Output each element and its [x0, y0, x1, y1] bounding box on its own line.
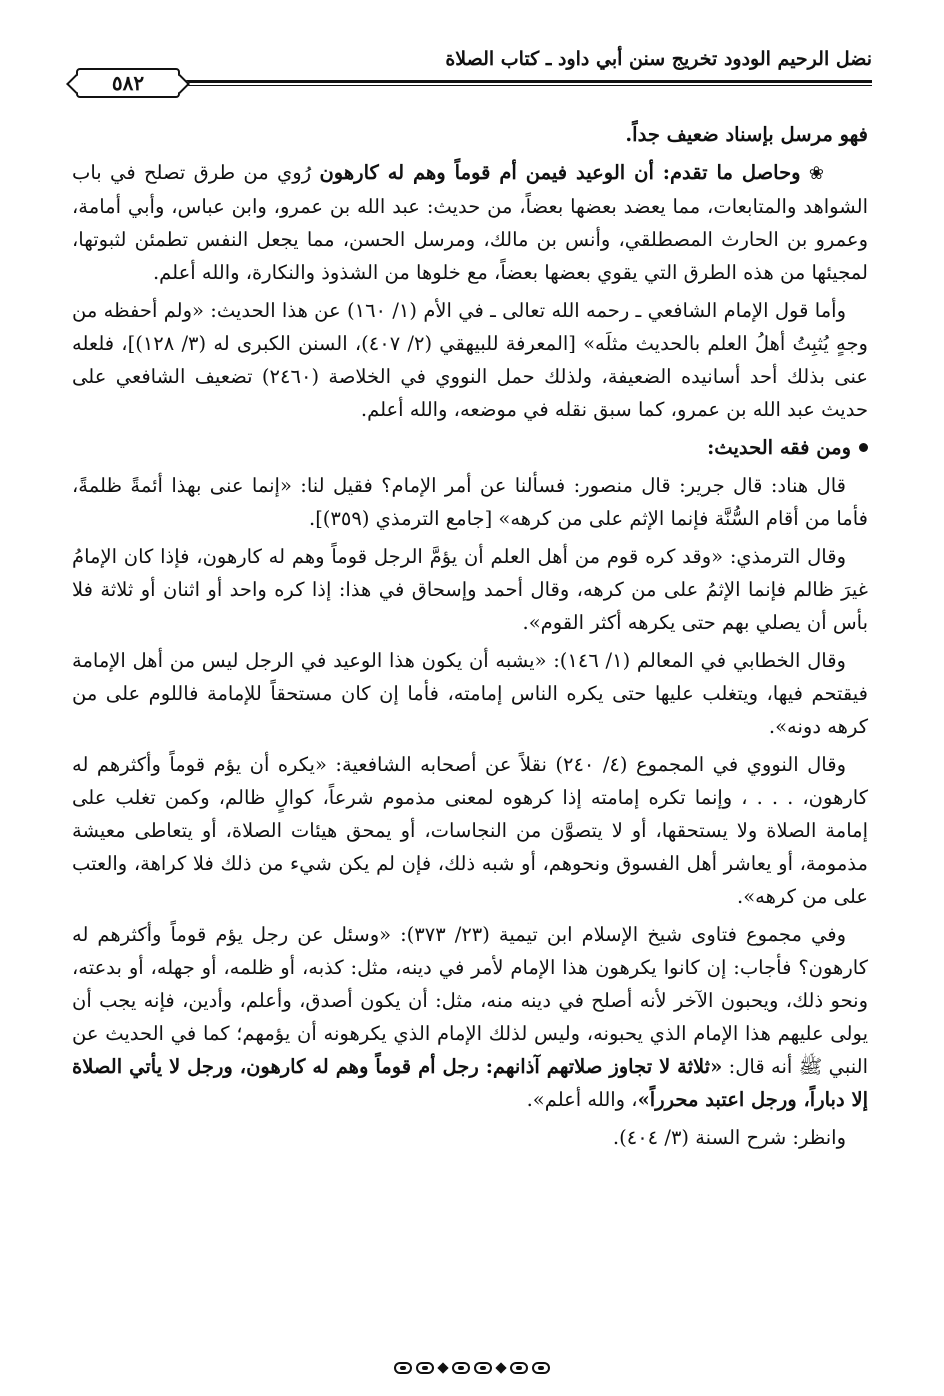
paragraph-3: وأما قول الإمام الشافعي ـ رحمه الله تعالى ـ في الأم (١/ ١٦٠) عن هذا الحديث: «ولم أحفظه من وجهٍ يُثبِتُ أهلُ العلم بالحديث مثلَه» [المعرفة للبيهقي (٢/ ٤٠٧)، السنن الكبرى له (٣/ ١٢٨)]، فلعله عنى بذلك أحد أسانيده الضعيفة، ولذلك حمل النووي في الخلاصة (٢٤٦٠) تضعيف الشافعي على حديث عبد الله بن عمرو، كما سبق نقله في موضعه، والله أعلم.: [72, 299, 869, 421]
section-heading: [72, 431, 868, 464]
flower-ornament-icon: ❀: [808, 163, 824, 184]
ornament-link-icon: [510, 1362, 528, 1374]
paragraph-4: قال هناد: قال جرير: قال منصور: فسألنا عن أمر الإمام؟ فقيل لنا: «إنما عنى بهذا أئمةً ظلمةً، فأما من أقام السُّنَّة فإنما الإثم على من كرهه» [جامع الترمذي (٣٥٩)].: [72, 474, 868, 530]
ornament-link-icon: [532, 1362, 550, 1374]
page-number: ٥٨٢: [111, 71, 145, 95]
ornament-link-icon: [452, 1362, 470, 1374]
ornament-diamond-icon: [495, 1362, 506, 1373]
paragraph-5: وقال الترمذي: «وقد كره قوم من أهل العلم أن يؤمَّ الرجل قوماً وهم له كارهون، فإذا كان الإمامُ غيرَ ظالم فإنما الإثمُ على من كرهه، وقال أحمد وإسحاق في هذا: إذا كره واحد أو اثنان أو ثلاثة فلا بأس أن يصلي بهم حتى يكرهه أكثر القوم».: [72, 545, 868, 634]
paragraph-8: [72, 918, 868, 1116]
ornament-link-icon: [394, 1362, 412, 1374]
section-heading-text: ومن فقه الحديث:: [707, 436, 851, 459]
paragraph-2-lead: وحاصل ما تقدم: أن الوعيد فيمن أم قوماً وهم له كارهون: [319, 161, 801, 184]
page-number-frame: [76, 68, 180, 98]
bullet-icon: [859, 443, 868, 452]
ornament-link-icon: [416, 1362, 434, 1374]
page-header: [72, 42, 872, 102]
footer-ornament-icon: [0, 1362, 944, 1374]
header-rule-thin: [72, 85, 872, 86]
page-content: [72, 118, 868, 1159]
running-title: نضل الرحيم الودود تخريج سنن أبي داود ـ كتاب الصلاة: [445, 48, 872, 70]
ornament-diamond-icon: [437, 1362, 448, 1373]
header-rule-thick: [72, 80, 872, 83]
paragraph-7: وقال النووي في المجموع (٤/ ٢٤٠) نقلاً عن أصحابه الشافعية: «يكره أن يؤم قوماً وأكثرهم له كارهون، . . . ، وإنما تكره إمامته إذا كرهوه لمعنى مذموم شرعاً، كوالٍ ظالم، وكمن تغلب على إمامة الصلاة ولا يستحقها، أو لا يتصوَّن من النجاسات، أو يمحق هيئات الصلاة، أو يتعاطى معيشة مذمومة، أو يعاشر أهل الفسوق ونحوهم، أو شبه ذلك، فإن لم يكن شيء من ذلك فلا كراهة، والعتب على من كرهه».: [72, 753, 868, 908]
paragraph-9: وانظر: شرح السنة (٣/ ٤٠٤).: [612, 1126, 846, 1149]
paragraph-2: [72, 156, 868, 289]
paragraph-1: فهو مرسل بإسناد ضعيف جداً.: [625, 123, 868, 146]
paragraph-8-end: ، والله أعلم».: [526, 1088, 638, 1111]
paragraph-8-hadith: «ثلاثة لا تجاوز صلاتهم آذانهم: رجل أم قوماً وهم له كارهون، ورجل لا يأتي الصلاة إلا دباراً، ورجل اعتبد محرراً»: [72, 1055, 868, 1111]
paragraph-2-rest: رُوي من طرق تصلح في باب الشواهد والمتابعات، مما يعضد بعضها بعضاً، من حديث: عبد الله بن عمرو، وابن عباس، وأبي أمامة، وعمرو بن الحارث المصطلقي، وأنس بن مالك، ومرسل الحسن، مما يجعل النفس تطمئن لثبوتها، لمجيئها من هذه الطرق التي يقوي بعضها بعضاً، مع خلوها من الشذوذ والنكارة، والله أعلم.: [72, 161, 868, 284]
ornament-link-icon: [474, 1362, 492, 1374]
paragraph-8-start: وفي مجموع فتاوى شيخ الإسلام ابن تيمية (٢٣/ ٣٧٣): «وسئل عن رجل يؤم قوماً وأكثرهم له كارهون؟ فأجاب: إن كانوا يكرهون هذا الإمام لأمر في دينه، مثل: كذبه، أو ظلمه، أو جهله، أو بدعته، ونحو ذلك، ويحبون الآخر لأنه أصلح في دينه منه، مثل: أن يكون أصدق، وأعلم، وأدين، فإنه يجب أن يولى عليهم هذا الإمام الذي يحبونه، وليس لذلك الإمام الذي يكرهونه أن يؤمهم؛ كما في الحديث عن النبي ﷺ أنه قال:: [72, 923, 869, 1078]
paragraph-6: وقال الخطابي في المعالم (١/ ١٤٦): «يشبه أن يكون هذا الوعيد في الرجل ليس من أهل الإمامة فيقتحم فيها، ويتغلب عليها حتى يكره الناس إمامته، فأما إن كان مستحقاً للإمامة فاللوم على من كرهه دونه».: [72, 649, 868, 738]
